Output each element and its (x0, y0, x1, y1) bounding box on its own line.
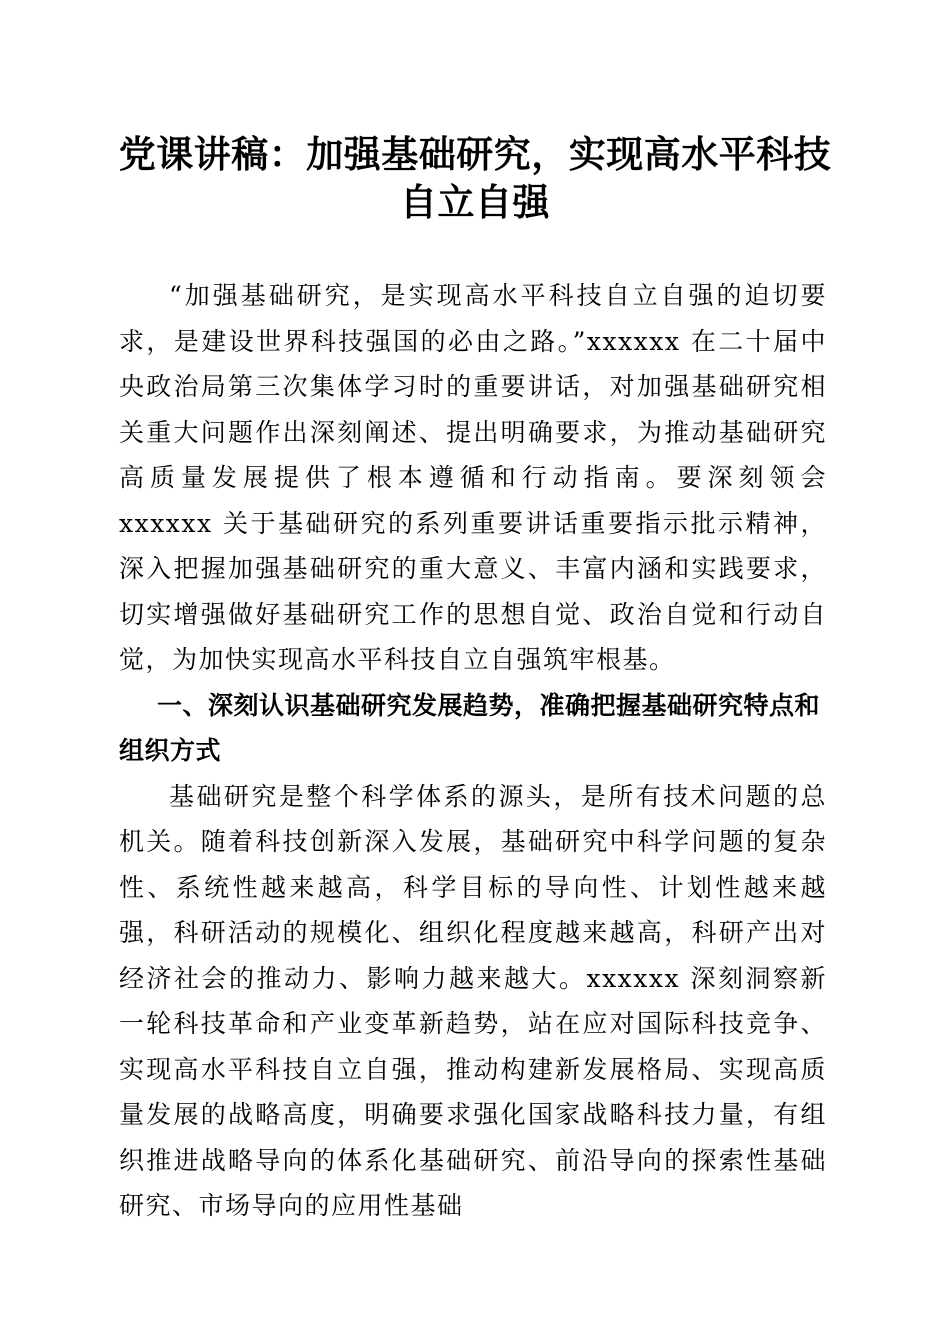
document-body (119, 273, 827, 1229)
section-heading-1: 一、深刻认识基础研究发展趋势，准确把握基础研究特点和组织方式 (119, 690, 821, 765)
intro-paragraph: “加强基础研究，是实现高水平科技自立自强的迫切要求，是建设世界科技强国的必由之路。”xxxxxx 在二十届中央政治局第三次集体学习时的重要讲话，对加强基础研究相关重大问题作出深刻阐述、提出明确要求，为推动基础研究高质量发展提供了根本遵循和行动指南。要深刻领会 xxxxxx 关于基础研究的系列重要讲话重要指示批示精神，深入把握加强基础研究的重大意义、丰富内涵和实践要求，切实增强做好基础研究工作的思想自觉、政治自觉和行动自觉，为加快实现高水平科技自立自强筑牢根基。 (119, 281, 827, 674)
document-title: 党课讲稿：加强基础研究，实现高水平科技自立自强 (118, 132, 832, 224)
section-1-paragraph: 基础研究是整个科学体系的源头，是所有技术问题的总机关。随着科技创新深入发展，基础研究中科学问题的复杂性、系统性越来越高，科学目标的导向性、计划性越来越强，科研活动的规模化、组织化程度越来越高，科研产出对经济社会的推动力、影响力越来越大。xxxxxx 深刻洞察新一轮科技革命和产业变革新趋势，站在应对国际科技竞争、实现高水平科技自立自强，推动构建新发展格局、实现高质量发展的战略高度，明确要求强化国家战略科技力量，有组织推进战略导向的体系化基础研究、前沿导向的探索性基础研究、市场导向的应用性基础 (119, 781, 827, 1220)
